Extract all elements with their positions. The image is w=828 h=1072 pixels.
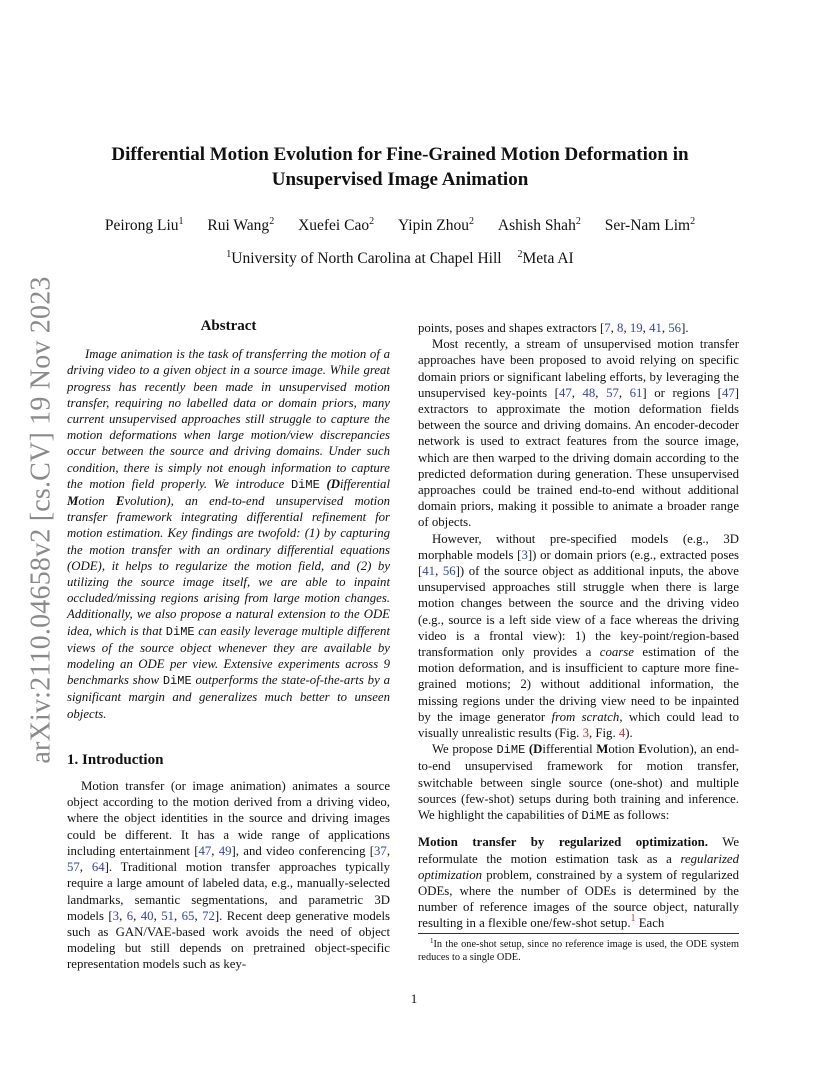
citation-link[interactable]: 47 xyxy=(721,385,735,400)
arxiv-identifier-text: arXiv:2110.04658v2 [cs.CV] 19 Nov 2023 xyxy=(26,276,57,764)
right-column xyxy=(418,320,739,932)
body-paragraph: However, without pre-specified models (e.g., 3D morphable models [3]) or domain priors (e.g., extracted poses [41, 56]) of the source object as additional inputs, the above unsupervised approaches still struggle when there is large motion changes between the source and the driving video (e.g., source is a left side view of a face whereas the driving video is a frontal view): 1) the key-point/region-based transformation only provides a coarse estimation of the motion deformation, and is insufficient to capture more fine-grained motions; 2) without additional information, the missing regions under the driving view need to be inpainted by the image generator from scratch, which could lead to visually unrealistic results (Fig. 3, Fig. 4). xyxy=(418,531,740,741)
arxiv-identifier-stamp xyxy=(20,276,64,764)
introduction-paragraph: Motion transfer (or image animation) animates a source object according to the motion derived from a driving video, where the object identities in the source and driving images could be different. It has a wide range of applications including entertainment [47, 49], and video conferencing [37, 57, 64]. Traditional motion transfer approaches typically require a large amount of labeled data, e.g., manually-selected landmarks, semantic segmentations, and parametric 3D models [3, 6, 40, 51, 65, 72]. Recent deep generative models such as GAN/VAE-based work avoids the need of object modeling but still depends on pretrained object-specific representation models such as key- xyxy=(67,779,391,972)
page-number: 1 xyxy=(410,991,418,1006)
method-name: DiME xyxy=(165,624,195,639)
citation-link[interactable]: 8 xyxy=(617,321,624,335)
footnote-marker[interactable]: 1 xyxy=(630,913,636,925)
author: Xuefei Cao$^2$ xyxy=(298,216,375,234)
body-paragraph: We propose DiME (Differential Motion Evolution), an end-to-end unsupervised framework for motion transfer, switchable between single source (one-shot) and multiple sources (few-shot) setups during both training and inference. We highlight the capabilities of DiME as follows: xyxy=(418,742,739,824)
abstract-heading: Abstract xyxy=(200,318,257,334)
body-paragraph: Motion transfer by regularized optimization. We reformulate the motion estimation task as a regularized optimization problem, constrained by a system of regularized ODEs, where the number of ODEs is determined by the number of reference images of the source object, naturally resulting in a flexible one/few-shot setup.$^1$ Each xyxy=(418,835,739,931)
body-paragraph: Most recently, a stream of unsupervised motion transfer approaches have been proposed to avoid relying on specific domain priors or significant labeling efforts, by leveraging the unsupervised key-points [47, 48, 57, 61] or regions [47] extractors to approximate the motion deformation fields between the source and driving domains. An encoder-decoder network is used to extract features from the source image, which are then warped to the driving domain according to the predicted deformation during generation. These unsupervised approaches could be trained end-to-end without additional domain priors, making it possible to animate a broader range of objects. xyxy=(418,337,740,530)
footnote xyxy=(418,933,739,964)
citation-link[interactable]: 64 xyxy=(91,860,105,875)
citation-link[interactable]: 47 xyxy=(558,385,572,400)
author: Yipin Zhou$^2$ xyxy=(397,216,474,234)
citation-link[interactable]: 40 xyxy=(140,908,154,923)
citation-link[interactable]: 56 xyxy=(668,321,682,335)
citation-link[interactable]: 19 xyxy=(629,321,643,335)
paper-title: Differential Motion Evolution for Fine-Grained Motion Deformation in Unsupervised Image Animation xyxy=(111,144,689,190)
method-name: DiME xyxy=(290,477,320,492)
author: Ashish Shah$^2$ xyxy=(497,216,581,234)
citation-link[interactable]: 3 xyxy=(112,908,120,923)
citation-link[interactable]: 3 xyxy=(521,547,528,562)
method-name: DiME xyxy=(581,809,611,824)
citation-link[interactable]: 49 xyxy=(218,843,232,858)
author: Ser-Nam Lim$^2$ xyxy=(604,216,696,234)
abstract-text: Image animation is the task of transferring the motion of a driving video to a given object in a source image. While great progress has recently been made in unsupervised motion transfer, requiring no labelled data or domain priors, many current unsupervised approaches still struggle to capture the motion deformations when large motion/view discrepancies occur between the source and driving domains. Under such condition, there is simply not enough information to capture the motion field properly. We introduce DiME (Differential Motion Evolution), an end-to-end unsupervised motion transfer framework integrating differential refinement for motion estimation. Key findings are twofold: (1) by capturing the motion transfer with an ordinary differential equations (ODE), it helps to regularize the motion field, and (2) by utilizing the source image itself, we are able to inpaint occluded/missing regions arising from large motion changes. Additionally, we also propose a natural extension to the ODE idea, which is that DiME can easily leverage multiple different views of the source object whenever they are available by modeling an ODE per view. Extensive experiments across 9 benchmarks show DiME outperforms the state-of-the-arts by a significant margin and generalizes much better to unseen objects. xyxy=(67,347,390,721)
footnote-text: $^1$In the one-shot setup, since no reference image is used, the ODE system reduces to a single ODE. xyxy=(418,937,739,963)
citation-link[interactable]: 51 xyxy=(161,908,174,923)
paragraph-heading: Motion transfer by regularized optimization. xyxy=(418,835,708,850)
affiliation-list xyxy=(70,250,730,268)
section-heading-introduction: 1. Introduction xyxy=(67,751,164,768)
citation-link[interactable]: 7 xyxy=(604,321,611,335)
citation-link[interactable]: 72 xyxy=(202,908,215,923)
citation-link[interactable]: 37 xyxy=(374,843,387,858)
citation-link[interactable]: 41 xyxy=(649,321,662,335)
figure-link[interactable]: 4 xyxy=(618,726,626,741)
left-column xyxy=(67,318,390,973)
citation-link[interactable]: 57 xyxy=(606,385,619,400)
method-name: DiME xyxy=(496,743,526,758)
body-paragraph: points, poses and shapes extractors [7, 8, 19, 41, 56]. xyxy=(418,321,689,335)
citation-link[interactable]: 6 xyxy=(126,908,134,923)
citation-link[interactable]: 61 xyxy=(629,385,643,400)
author-list xyxy=(70,217,730,235)
affiliation: $^1$University of North Carolina at Chapel Hill xyxy=(226,249,502,267)
citation-link[interactable]: 65 xyxy=(181,908,195,923)
figure-link[interactable]: 3 xyxy=(582,726,589,741)
citation-link[interactable]: 48 xyxy=(582,385,596,400)
citation-link[interactable]: 57 xyxy=(67,860,80,875)
citation-link[interactable]: 47 xyxy=(198,843,212,858)
author: Peirong Liu$^1$ xyxy=(104,216,184,234)
citation-link[interactable]: 56 xyxy=(442,564,456,579)
citation-link[interactable]: 41 xyxy=(422,564,436,579)
author: Rui Wang$^2$ xyxy=(207,216,275,234)
affiliation: $^2$Meta AI xyxy=(517,249,574,267)
method-name: DiME xyxy=(162,674,192,689)
